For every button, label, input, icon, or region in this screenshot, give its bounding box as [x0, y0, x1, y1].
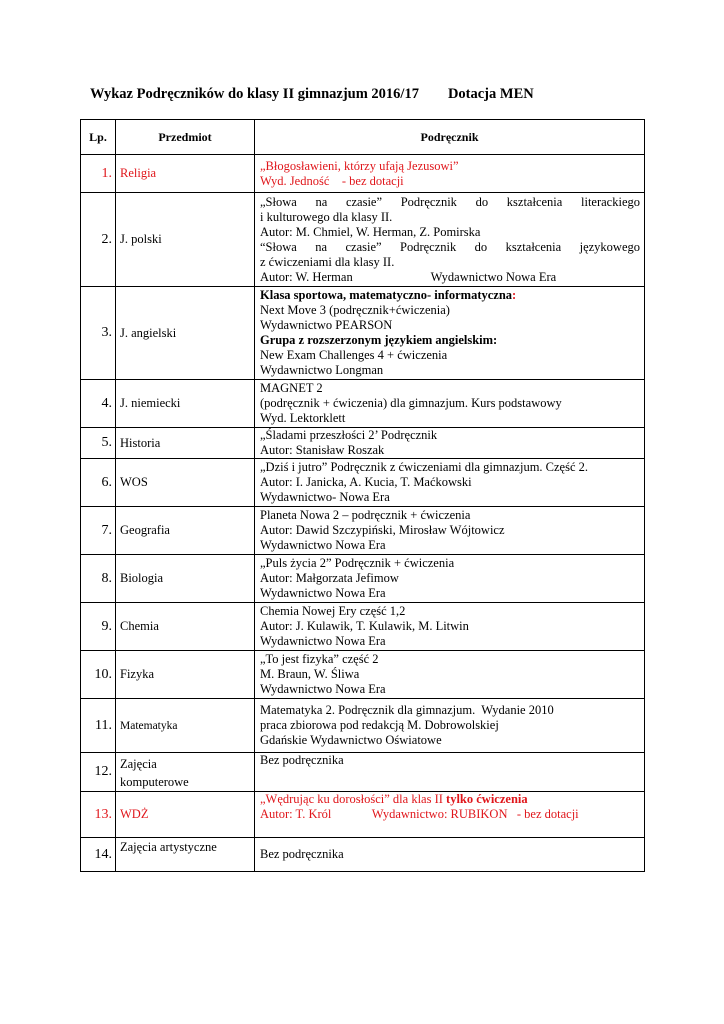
row-book: [255, 699, 645, 753]
row-subject: Biologia: [116, 555, 255, 603]
book-line: (podręcznik + ćwiczenia) dla gimnazjum. Kurs podstawowy: [260, 396, 562, 410]
row-book: [255, 193, 645, 287]
book-line: Gdańskie Wydawnictwo Oświatowe: [260, 733, 442, 747]
row-number: 7.: [81, 507, 116, 555]
table-row: [81, 428, 645, 459]
book-line: „To jest fizyka” część 2: [260, 652, 379, 666]
book-line: Wydawnictwo Nowa Era: [260, 634, 386, 648]
row-number: 6.: [81, 459, 116, 507]
row-book: [255, 287, 645, 380]
row-subject: J. niemiecki: [116, 380, 255, 428]
row-subject: Historia: [116, 428, 255, 459]
row-number: 3.: [81, 287, 116, 380]
row-book: [255, 792, 645, 838]
row-book: [255, 651, 645, 699]
book-line: „Dziś i jutro” Podręcznik z ćwiczeniami dla gimnazjum. Część 2.: [260, 460, 589, 474]
table-row: [81, 193, 645, 287]
row-book: [255, 838, 645, 872]
book-line: Bez podręcznika: [260, 847, 344, 861]
table-row: [81, 155, 645, 193]
row-subject: Geografia: [116, 507, 255, 555]
book-line: Autor: W. Herman Wydawnictwo Nowa Era: [260, 269, 557, 284]
book-line: Wydawnictwo Nowa Era: [260, 586, 386, 600]
book-title: „Wędrując ku dorosłości” dla klas II: [260, 792, 447, 806]
book-line: Autor: Małgorzata Jefimow: [260, 571, 399, 585]
row-subject: [116, 753, 255, 792]
row-subject: J. angielski: [116, 287, 255, 380]
subject-line: Zajęcia: [120, 757, 157, 771]
row-number: 10.: [81, 651, 116, 699]
row-subject: Chemia: [116, 603, 255, 651]
book-line: Wyd. Lektorklett: [260, 411, 346, 425]
book-line: M. Braun, W. Śliwa: [260, 667, 360, 681]
book-line: Wydawnictwo Nowa Era: [260, 538, 386, 552]
table-row: [81, 380, 645, 428]
row-book: [255, 753, 645, 792]
row-book: [255, 555, 645, 603]
row-number: 5.: [81, 428, 116, 459]
row-subject: Religia: [116, 155, 255, 193]
row-number: 11.: [81, 699, 116, 753]
row-number: 8.: [81, 555, 116, 603]
header-book: Podręcznik: [255, 120, 645, 155]
book-line: „Śladami przeszłości 2’ Podręcznik: [260, 428, 438, 442]
table-row: [81, 792, 645, 838]
header-subject: Przedmiot: [116, 120, 255, 155]
book-line: praca zbiorowa pod redakcją M. Dobrowolskiej: [260, 718, 499, 732]
table-row: [81, 555, 645, 603]
book-line: Autor: T. Król Wydawnictwo: RUBIKON - bez dotacji: [260, 807, 579, 821]
book-line: Autor: M. Chmiel, W. Herman, Z. Pomirska: [260, 224, 481, 239]
book-line: Wydawnictwo Longman: [260, 363, 384, 377]
row-number: 9.: [81, 603, 116, 651]
row-subject: Zajęcia artystyczne: [116, 838, 255, 872]
row-subject: WDŻ: [116, 792, 255, 838]
table-row: [81, 507, 645, 555]
book-line: Autor: I. Janicka, A. Kucia, T. Maćkowski: [260, 475, 472, 489]
book-line: Autor: Stanisław Roszak: [260, 443, 385, 457]
table-row: [81, 651, 645, 699]
book-line: Grupa z rozszerzonym językiem angielskim:: [260, 333, 498, 347]
book-line: “Słowa na czasie” Podręcznik do kształcenia językowego: [260, 239, 640, 254]
row-subject: Matematyka: [116, 699, 255, 753]
book-line: Planeta Nowa 2 – podręcznik + ćwiczenia: [260, 508, 471, 522]
book-line: Wydawnictwo- Nowa Era: [260, 490, 390, 504]
row-book: [255, 380, 645, 428]
row-subject: Fizyka: [116, 651, 255, 699]
row-number: 14.: [81, 838, 116, 872]
table-row: [81, 699, 645, 753]
class-label: Klasa sportowa, matematyczno- informatyczna: [260, 288, 513, 302]
row-book: [255, 428, 645, 459]
book-line: Autor: Dawid Szczypiński, Mirosław Wójtowicz: [260, 523, 505, 537]
book-line: „Puls życia 2” Podręcznik + ćwiczenia: [260, 556, 455, 570]
book-line: Bez podręcznika: [260, 753, 344, 767]
row-book: [255, 155, 645, 193]
row-subject: WOS: [116, 459, 255, 507]
exercise-note: tylko ćwiczenia: [446, 792, 528, 806]
table-header-row: [81, 120, 645, 155]
book-line: „Błogosławieni, którzy ufają Jezusowi”: [260, 158, 459, 173]
row-number: 4.: [81, 380, 116, 428]
book-line: Next Move 3 (podręcznik+ćwiczenia): [260, 303, 450, 317]
document-title: Wykaz Podręczników do klasy II gimnazjum 2016/17 Dotacja MEN: [90, 86, 534, 102]
table-row: [81, 287, 645, 380]
row-subject: J. polski: [116, 193, 255, 287]
book-line: Wydawnictwo Nowa Era: [260, 682, 386, 696]
book-line: MAGNET 2: [260, 381, 323, 395]
book-line: z ćwiczeniami dla klasy II.: [260, 254, 395, 269]
row-number: 2.: [81, 193, 116, 287]
book-line: Chemia Nowej Ery część 1,2: [260, 604, 406, 618]
row-number: 13.: [81, 792, 116, 838]
colon-mark: :: [512, 288, 517, 302]
book-line: i kulturowego dla klasy II.: [260, 209, 393, 224]
table-row: [81, 603, 645, 651]
row-number: 12.: [81, 753, 116, 792]
book-line: Wyd. Jedność - bez dotacji: [260, 173, 404, 188]
book-line: „Słowa na czasie” Podręcznik do kształcenia literackiego: [260, 194, 640, 209]
book-line: Autor: J. Kulawik, T. Kulawik, M. Litwin: [260, 619, 469, 633]
book-line: [260, 792, 640, 807]
table-row: [81, 753, 645, 792]
textbook-table: [80, 119, 645, 872]
book-line: Wydawnictwo PEARSON: [260, 318, 393, 332]
table-row: [81, 459, 645, 507]
book-line: Matematyka 2. Podręcznik dla gimnazjum. Wydanie 2010: [260, 703, 554, 717]
table-row: [81, 838, 645, 872]
row-book: [255, 459, 645, 507]
book-line: [260, 288, 640, 303]
row-number: 1.: [81, 155, 116, 193]
header-lp: Lp.: [81, 120, 116, 155]
subject-line: komputerowe: [120, 775, 189, 789]
row-book: [255, 603, 645, 651]
row-book: [255, 507, 645, 555]
book-line: New Exam Challenges 4 + ćwiczenia: [260, 348, 448, 362]
